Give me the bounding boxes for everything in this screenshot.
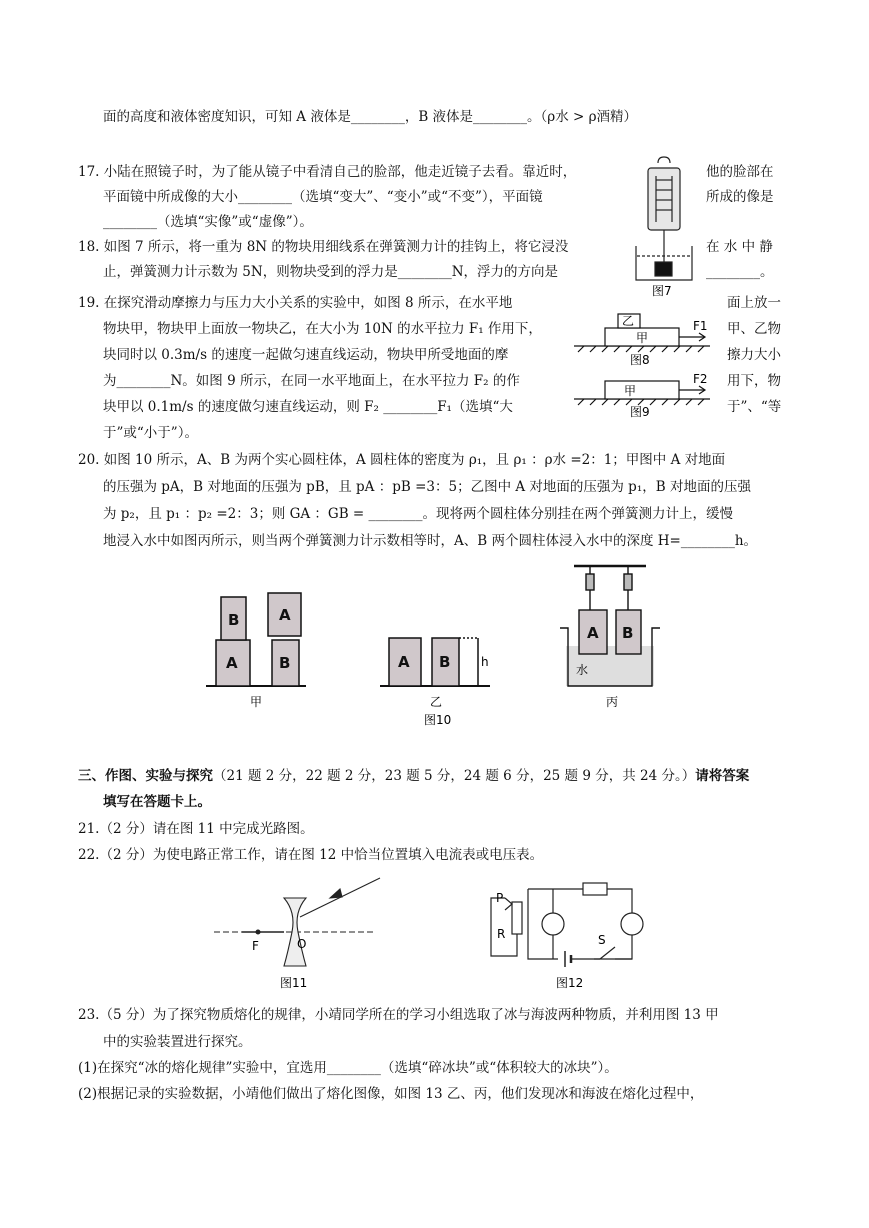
fig9-force-f2: F2 [693, 372, 708, 386]
fig11-optical-center-o: O [297, 937, 307, 951]
q20-line-3: 为 p₂，且 p₁ ：p₂ =2：3；则 GA ：GB = ________。现将两个圆柱体分别挂在两个弹簧测力计上，缓慢 [103, 506, 734, 522]
fig10-jia-bottom-a: A [226, 654, 238, 672]
q19-line-1: 19. 在探究滑动摩擦力与压力大小关系的实验中，如图 8 所示，在水平地 [78, 295, 513, 311]
fig10-jia-top-a: A [279, 606, 291, 624]
q17-line-1: 17. 小陆在照镜子时，为了能从镜子中看清自己的脸部，他走近镜子去看。靠近时， [78, 164, 577, 180]
text-line-0: 面的高度和液体密度知识，可知 A 液体是________，B 液体是________。（ρ水 > ρ酒精） [103, 109, 638, 125]
q17-line-1-right: 他的脸部在 [706, 164, 774, 180]
fig10-caption: 图10 [424, 713, 452, 727]
q19-line-3-right: 擦力大小 [727, 347, 781, 363]
fig10-h-label: h [481, 655, 489, 669]
fig12-slider-p: P [496, 891, 504, 905]
q17-line-2: 平面镜中所成像的大小________（选填“变大”、“变小”或“不变”），平面镜 [103, 189, 543, 205]
q19-line-1-right: 面上放一 [727, 295, 781, 311]
fig9-block-jia: 甲 [624, 384, 637, 398]
q19-line-2-right: 甲、乙物 [727, 321, 781, 337]
q18-line-1-right: 在 水 中 静 [706, 239, 773, 255]
q23-line-1: 23.（5 分）为了探究物质熔化的规律，小靖同学所在的学习小组选取了冰与海波两种物质，并利用图 13 甲 [78, 1007, 719, 1023]
fig11-focus-f: F [252, 939, 259, 953]
q17-line-3: ________（选填“实像”或“虚像”）。 [103, 214, 313, 230]
fig8-force-f1: F1 [693, 319, 708, 333]
q17-line-2-right: 所成的像是 [706, 189, 774, 205]
fig10-yi-a: A [398, 653, 410, 671]
q19-line-2: 物块甲，物块甲上面放一物块乙，在大小为 10N 的水平拉力 F₁ 作用下， [103, 321, 542, 337]
fig10-bing-a: A [587, 624, 599, 642]
q19-line-5-right: 于”、“等 [727, 399, 782, 415]
figure-10-yi [380, 638, 490, 686]
q18-line-2-right: ________。 [706, 264, 774, 280]
fig7-caption: 图7 [652, 284, 672, 298]
section3-title: 三、作图、实验与探究 [78, 768, 213, 784]
q20-line-1: 20. 如图 10 所示，A、B 为两个实心圆柱体，A 圆柱体的密度为 ρ₁，且 ρ₁ ：ρ水 =2：1；甲图中 A 对地面 [78, 452, 726, 468]
q19-line-3: 块同时以 0.3m/s 的速度一起做匀速直线运动，物块甲所受地面的摩 [103, 347, 509, 363]
q19-line-4-right: 用下，物 [727, 373, 781, 389]
figure-11 [214, 878, 380, 966]
q19-line-6: 于”或“小于”）。 [103, 425, 198, 441]
q20-line-4: 地浸入水中如图丙所示，则当两个弹簧测力计示数相等时，A、B 两个圆柱体浸入水中的深度 H=________h。 [103, 533, 758, 549]
q23-sub-2: (2)根据记录的实验数据，小靖他们做出了熔化图像，如图 13 乙、丙，他们发现冰和海波在熔化过程中， [78, 1086, 704, 1102]
fig10-label-bing: 丙 [606, 695, 619, 709]
fig8-block-yi: 乙 [622, 314, 635, 328]
fig12-caption: 图12 [556, 976, 584, 990]
fig10-label-yi: 乙 [430, 695, 443, 709]
fig12-resistor-r: R [497, 927, 506, 941]
section3-instruction: 请将答案 [695, 768, 750, 784]
fig10-yi-b: B [439, 653, 451, 671]
fig9-caption: 图9 [630, 405, 650, 419]
figure-10-jia [206, 593, 306, 686]
figure-10-bing [560, 566, 660, 686]
fig8-caption: 图8 [630, 353, 650, 367]
q18-line-2: 止，弹簧测力计示数为 5N，则物块受到的浮力是________N，浮力的方向是 [103, 264, 559, 280]
fig11-caption: 图11 [280, 976, 308, 990]
fig10-water-label: 水 [576, 663, 589, 677]
fig8-block-jia: 甲 [636, 331, 649, 345]
q18-line-1: 18. 如图 7 所示，将一重为 8N 的物块用细线系在弹簧测力计的挂钩上，将它浸没 [78, 239, 569, 255]
figure-12 [491, 883, 643, 967]
fig10-jia-top-b: B [228, 611, 240, 629]
figure-7 [636, 157, 692, 280]
q19-line-5: 块甲以 0.1m/s 的速度做匀速直线运动，则 F₂ ________F₁（选填“大 [103, 399, 513, 415]
q19-line-4: 为________N。如图 9 所示，在同一水平地面上，在水平拉力 F₂ 的作 [103, 373, 520, 389]
q21-line: 21.（2 分）请在图 11 中完成光路图。 [78, 821, 314, 837]
q23-sub-1: (1)在探究“冰的熔化规律”实验中，宜选用________（选填“碎冰块”或“体积较大的冰块”）。 [78, 1060, 618, 1076]
fig10-jia-bottom-b: B [279, 654, 291, 672]
q22-line: 22.（2 分）为使电路正常工作，请在图 12 中恰当位置填入电流表或电压表。 [78, 847, 544, 863]
figure-9 [574, 381, 710, 405]
fig10-label-jia: 甲 [250, 695, 263, 709]
q23-line-2: 中的实验装置进行探究。 [103, 1034, 252, 1050]
section3-heading-line-2: 填写在答题卡上。 [103, 794, 211, 810]
fig10-bing-b: B [622, 624, 634, 642]
section3-points: （21 题 2 分，22 题 2 分，23 题 5 分，24 题 6 分，25 题 9 分，共 24 分。） [213, 768, 696, 784]
q20-line-2: 的压强为 pA，B 对地面的压强为 pB，且 pA ：pB =3：5；乙图中 A 对地面的压强为 p₁，B 对地面的压强 [103, 479, 751, 495]
fig12-switch-s: S [598, 933, 606, 947]
